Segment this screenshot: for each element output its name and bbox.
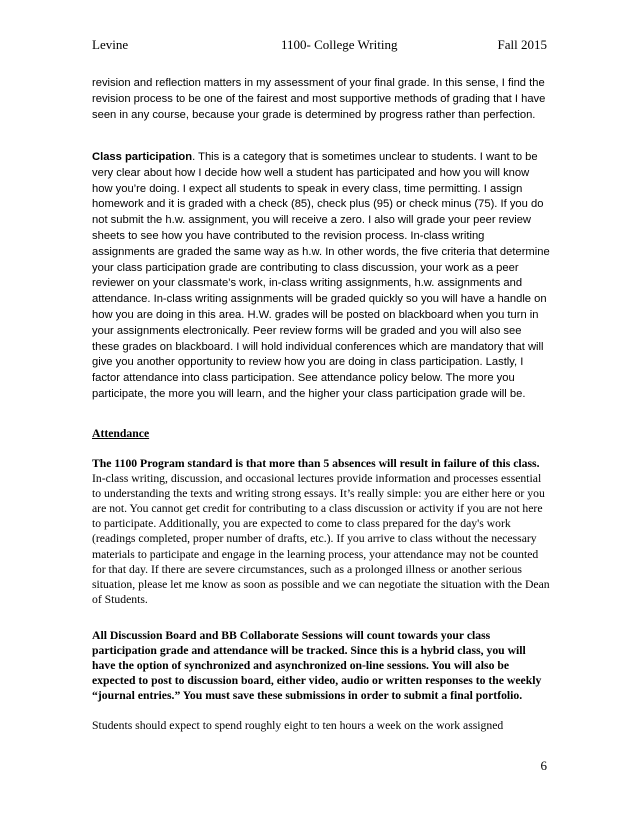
page-number: 6 xyxy=(540,758,547,773)
header-course: 1100- College Writing xyxy=(281,37,398,52)
paragraph-revision: revision and reflection matters in my assessment of your final grade. In this sense, I find the revision process to be one of the fairest and most supportive methods of grading that I have seen in any course, because your grade is determined by progress rather than perfection. xyxy=(92,77,546,121)
attendance-standard: The 1100 Program standard is that more than 5 absences will result in failure of this class. xyxy=(92,457,540,470)
page-header xyxy=(92,37,547,53)
class-participation-body: . This is a category that is sometimes unclear to students. I want to be very clear about how I decide how well a student has participated and how you will know how you’re doing. I expect all students to speak in every class, time permitting. I assign homework and it is graded with a check (85), check plus (95) or check minus (75). If you do not submit the h.w. assignment, you will receive a zero. I also will grade your peer review sheets to see how you have contributed to the revision process. In-class writing assignments are graded the same way as h.w. In other words, the five criteria that determine your class participation grade are contributing to class discussion, your work as a peer reviewer on your classmate’s work, in-class writing assignments, h.w. assignments and attendance. In-class writing assignments will be graded quickly so you will have a handle on how you are doing in this area. H.W. grades will be posted on blackboard when you turn in your assignments electronically. Peer review forms will be graded and you will also see these grades on blackboard. I will hold individual conferences which are mandatory that will give you another opportunity to review how you are doing in class participation. Lastly, I factor attendance into class participation. See attendance policy below. The more you participate, the more you will learn, and the higher your class participation grade will be. xyxy=(92,151,550,400)
paragraph-students-expect: Students should expect to spend roughly eight to ten hours a week on the work assigned xyxy=(92,719,504,732)
attendance-heading: Attendance xyxy=(92,427,150,440)
attendance-body: In-class writing, discussion, and occasional lectures provide information and processes essential to understanding the texts and writing strong essays. It’s really simple: you are either here or you are not. You cannot get credit for contributing to a class discussion or activity if you are not here to participate. Additionally, you are expected to come to class prepared for the day's work (readings completed, proper number of drafts, etc.). If you arrive to class without the necessary materials to participate and engage in the learning process, your attendance may not be counted for that day. If there are severe circumstances, such as a prolonged illness or another serious situation, please let me know as soon as possible and we can negotiate the situation with the Dean of Students. xyxy=(92,472,550,606)
header-term: Fall 2015 xyxy=(497,37,547,52)
class-participation-heading: Class participation xyxy=(92,151,193,163)
paragraph-attendance xyxy=(92,456,550,607)
paragraph-class-participation xyxy=(92,150,550,403)
paragraph-discussion-board: All Discussion Board and BB Collaborate Sessions will count towards your class participation grade and attendance will be tracked. Since this is a hybrid class, you will have the option of synchronized and asynchronized on-line sessions. You will also be expected to post to discussion board, either video, audio or written responses to the weekly “journal entries.” You must save these submissions in order to submit a final portfolio. xyxy=(92,629,542,703)
header-author: Levine xyxy=(92,37,129,52)
